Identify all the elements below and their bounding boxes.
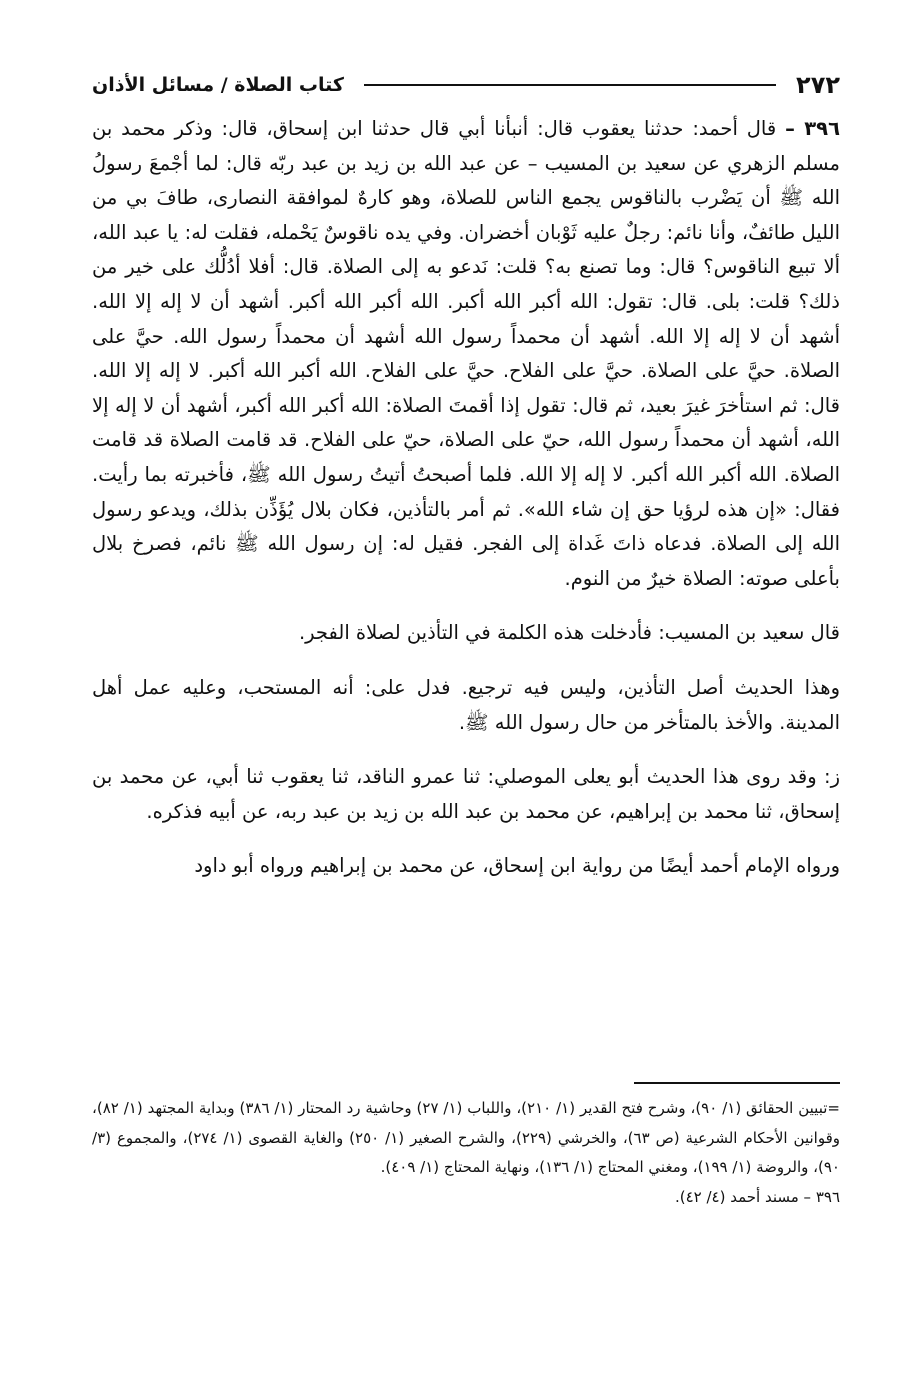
main-text xyxy=(92,112,840,884)
footnote-divider xyxy=(634,1082,840,1084)
running-title: كتاب الصلاة / مسائل الأذان xyxy=(92,74,344,96)
said-ibn-musayyib-paragraph: قال سعيد بن المسيب: فأدخلت هذه الكلمة في التأذين لصلاة الفجر. xyxy=(298,621,840,645)
page-number: ٢٧٢ xyxy=(796,71,840,99)
header-rule xyxy=(364,84,776,86)
commentary-paragraph: وهذا الحديث أصل التأذين، وليس فيه ترجيع. فدل على: أنه المستحب، وعليه عمل أهل المدينة. والأخذ بالمتأخر من حال رسول الله ﷺ. xyxy=(92,675,840,734)
footnote-item: =تبيين الحقائق (١/ ٩٠)، وشرح فتح القدير (١/ ٢١٠)، واللباب (١/ ٢٧) وحاشية رد المحتار (١/ ٣٨٦) وبداية المجتهد (١/ ٨٢)، وقوانين الأحكام الشرعية (ص ٦٣)، والخرشي (٢٢٩)، والشرح الصغير (١/ ٢٥٠) والغاية القصوى (١/ ٢٧٤)، والمجموع (٣/ ٩٠)، والروضة (١/ ١٩٩)، ومغني المحتاج (١/ ١٣٦)، ونهاية المحتاج (١/ ٤٠٩). xyxy=(92,1099,840,1176)
narration-paragraph: ورواه الإمام أحمد أيضًا من رواية ابن إسحاق، عن محمد بن إبراهيم ورواه أبو داود xyxy=(194,854,840,878)
hadith-text: قال أحمد: حدثنا يعقوب قال: أنبأنا أبي قال حدثنا ابن إسحاق، قال: وذكر محمد بن مسلم الزهري عن سعيد بن المسيب – عن عبد الله بن زيد بن عبد ربّه قال: لما أجْمعَ رسولُ الله ﷺ أن يَضْرب بالناقوس يجمع الناس للصلاة، وهو كارهٌ لموافقة النصارى، طافَ بي من الليل طائفٌ، وأنا نائم: رجلٌ عليه ثَوْبان أخضران. وفي يده ناقوسٌ يَحْمله، فقلت له: يا عبد الله، ألا تبيع الناقوس؟ قال: وما تصنع به؟ قلت: نَدعو به إلى الصلاة. قال: أفلا أدُلُّك على خير من ذلك؟ قلت: بلى. قال: تقول: الله أكبر الله أكبر. الله أكبر الله أكبر. أشهد أن لا إله إلا الله. أشهد أن لا إله إلا الله. أشهد أن محمداً رسول الله أشهد أن محمداً رسول الله. حيَّ على الصلاة. حيَّ على الصلاة. حيَّ على الفلاح. حيَّ على الفلاح. الله أكبر الله أكبر. لا إله إلا الله. قال: ثم استأخرَ غيرَ بعيد، ثم قال: تقول إذا أقمتَ الصلاة: الله أكبر الله أكبر، أشهد أن لا إله إلا الله، أشهد أن محمداً رسول الله، حيّ على الصلاة، حيّ على الفلاح. قد قامت الصلاة قد قامت الصلاة. الله أكبر الله أكبر. لا إله إلا الله. فلما أصبحتُ أتيتُ رسول الله ﷺ، فأخبرته بما رأيت. فقال: «إن هذه لرؤيا حق إن شاء الله». ثم أمر بالتأذين، فكان بلال يُؤَذِّن بذلك، ويدعو رسول الله إلى الصلاة. فدعاه ذاتَ غَداة إلى الفجر. فقيل له: إن رسول الله ﷺ نائم، فصرخ بلال بأعلى صوته: الصلاة خيرٌ من النوم. xyxy=(92,117,840,590)
addition-paragraph: ز: وقد روى هذا الحديث أبو يعلى الموصلي: ثنا عمرو الناقد، ثنا يعقوب ثنا أبي، عن محمد بن إسحاق، ثنا محمد بن إبراهيم، عن محمد بن عبد الله بن زيد بن عبد ربه، عن أبيه فذكره. xyxy=(92,765,840,823)
page-header xyxy=(92,70,840,100)
hadith-number: ٣٩٦ – xyxy=(785,117,840,140)
footnotes xyxy=(92,1094,840,1212)
footnote-item: ٣٩٦ – مسند أحمد (٤/ ٤٢). xyxy=(674,1187,840,1206)
hadith-paragraph xyxy=(92,112,840,596)
